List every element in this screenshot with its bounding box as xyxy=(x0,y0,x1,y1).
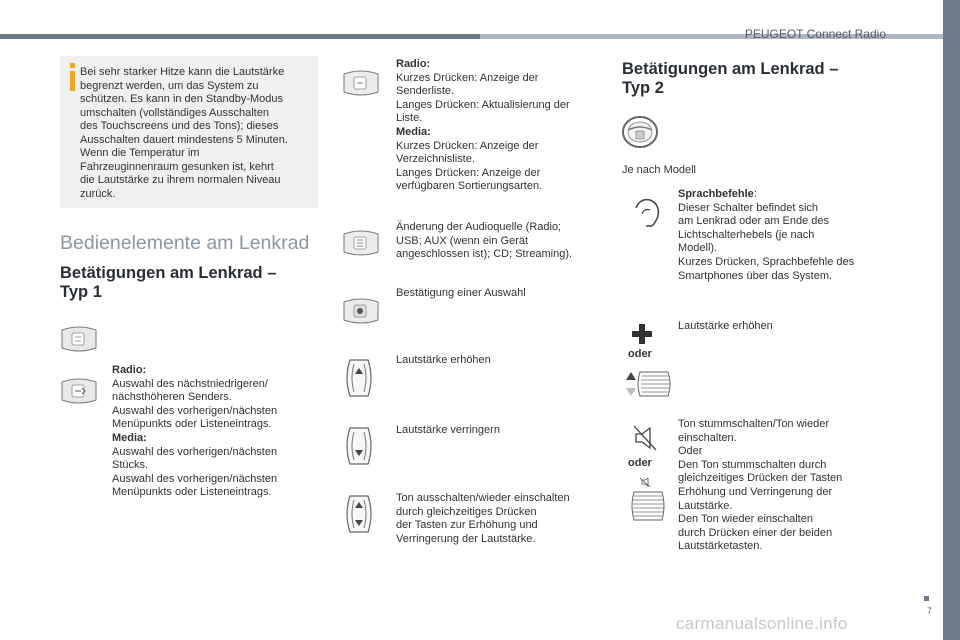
stalk-end-button-icon xyxy=(340,68,382,98)
stalk-volume-up-icon xyxy=(342,356,376,400)
type1-title: Betätigungen am Lenkrad – Typ 1 xyxy=(60,264,277,301)
stalk-source-button-icon xyxy=(340,228,382,258)
header-bar-dark xyxy=(0,34,480,39)
section-title: Bedienelemente am Lenkrad xyxy=(60,232,310,254)
middle-radio-media-text: Radio: Kurzes Drücken: Anzeige der Senderliste. Langes Drücken: Aktualisierung der Liste. Media: Kurzes Drücken: Anzeige der Verzeichnisliste. Langes Drücken: Anzeige der verfügbaren Sortierungsarten. xyxy=(396,58,570,193)
page-side-bar xyxy=(943,0,960,640)
info-box xyxy=(60,56,318,208)
oder-label-1: oder xyxy=(628,348,652,360)
middle-mute-text: Ton ausschalten/wieder einschalten durch gleichzeitiges Drücken der Tasten zur Erhöhung und Verringerung der Lautstärke. xyxy=(396,492,570,545)
volume-roller-icon xyxy=(624,370,672,398)
steering-wheel-icon xyxy=(620,114,660,150)
page-marker xyxy=(924,596,929,601)
type2-model-note: Je nach Modell xyxy=(622,164,696,176)
type2-voice-text: Sprachbefehle: Dieser Schalter befindet sich am Lenkrad oder am Ende des Lichtschalterhebels (je nach Modell). Kurzes Drücken, Sprachbefehle des Smartphones über das System. xyxy=(678,188,855,282)
page-number: 7 xyxy=(927,606,933,616)
middle-confirm-text: Bestätigung einer Auswahl xyxy=(396,287,526,299)
type1-radio-media-text: Radio: Auswahl des nächstniedrigeren/ nächsthöheren Senders. Auswahl des vorherigen/nächsten Menüpunkts oder Listeneintrags. Media: Auswahl des vorherigen/nächsten Stücks. Auswahl des vorherigen/nächsten Menüpunkts oder Listeneintrags. xyxy=(112,364,278,499)
middle-volume-down-text: Lautstärke verringern xyxy=(396,424,500,436)
volume-roller-mute-icon xyxy=(628,478,668,522)
stalk-confirm-button-icon xyxy=(340,296,382,326)
stalk-mute-icon xyxy=(342,492,376,536)
info-text: Bei sehr starker Hitze kann die Lautstärke begrenzt werden, um das System zu schützen. Es kann in den Standby-Modus umschalten (vollständiges Ausschalten des Touchscreens und des Tons); dieses Ausschalten dauert mindestens 5 Minuten. Wenn die Temperatur im Fahrzeuginnenraum gesunken ist, kehrt die Lautstärke zu ihrem normalen Niveau zurück. xyxy=(80,66,288,200)
middle-source-text: Änderung der Audioquelle (Radio; USB; AUX (wenn ein Gerät angeschlossen ist); CD; Streaming). xyxy=(396,221,573,261)
stalk-volume-down-icon xyxy=(342,424,376,468)
type2-title: Betätigungen am Lenkrad – Typ 2 xyxy=(622,60,839,97)
plus-icon xyxy=(630,322,654,346)
info-icon xyxy=(66,63,79,93)
header-title: PEUGEOT Connect Radio xyxy=(744,27,886,41)
voice-command-icon xyxy=(632,196,664,230)
watermark: carmanualsonline.info xyxy=(676,614,848,633)
oder-label-2: oder xyxy=(628,457,652,469)
speaker-mute-icon xyxy=(632,424,660,452)
type2-volume-up-text: Lautstärke erhöhen xyxy=(678,320,773,332)
steering-stalk-icon xyxy=(58,324,100,354)
type2-mute-text: Ton stummschalten/Ton wieder einschalten. Oder Den Ton stummschalten durch gleichzeitiges Drücken der Tasten Erhöhung und Verringerung der Lautstärke. Den Ton wieder einschalten durch Drücken einer der beiden Lautstärketasten. xyxy=(678,418,843,553)
middle-volume-up-text: Lautstärke erhöhen xyxy=(396,354,491,366)
steering-stalk-rotate-icon xyxy=(58,376,100,406)
